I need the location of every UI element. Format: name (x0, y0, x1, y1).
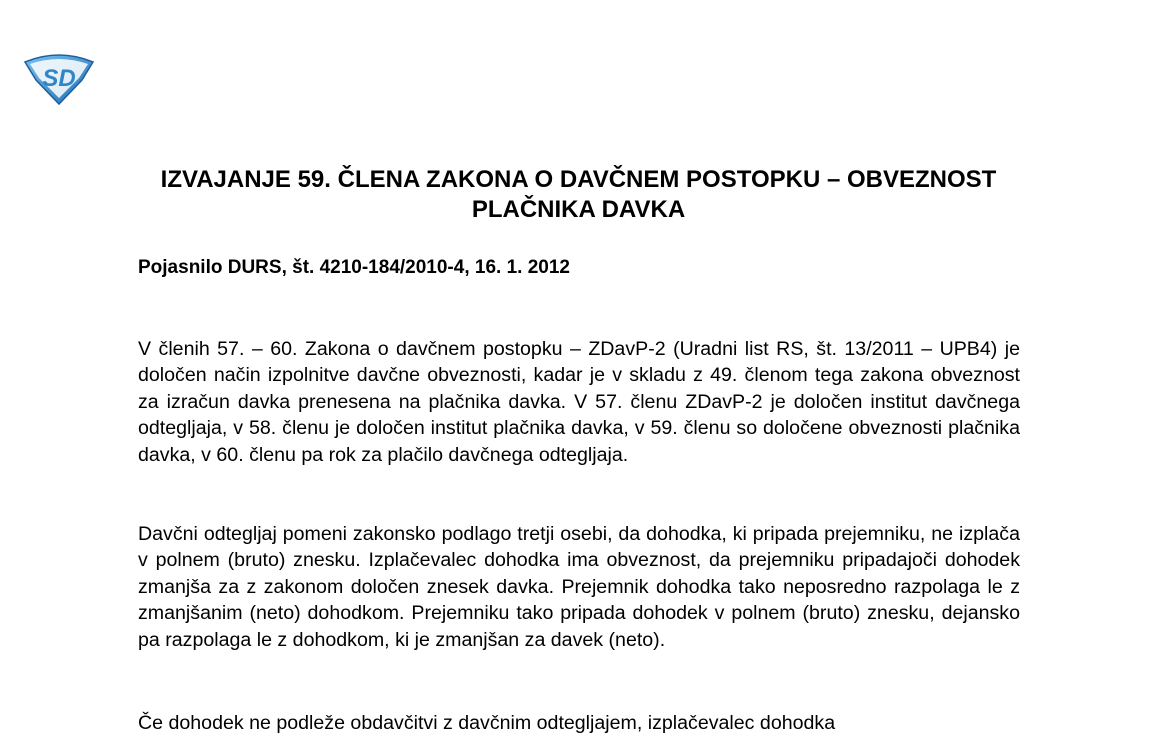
sd-shield-logo-icon (22, 50, 96, 106)
body-paragraph: Če dohodek ne podleže obdavčitvi z davčnim odtegljajem, izplačevalec dohodka (138, 712, 836, 734)
body-paragraph: V členih 57. – 60. Zakona o davčnem postopku – ZDavP-2 (Uradni list RS, št. 13/2011 – UPB4) je določen način izpolnitve davčne obveznosti, kadar je v skladu z 49. členom tega zakona obveznost za izračun davka prenesena na plačnika davka. V 57. členu ZDavP-2 je določen institut davčnega odtegljaja, v 58. členu je določen institut plačnika davka, v 59. členu so določene obveznosti plačnika davka, v 60. členu pa rok za plačilo davčnega odtegljaja. (138, 338, 1020, 466)
document-subtitle: Pojasnilo DURS, št. 4210-184/2010-4, 16. 1. 2012 (138, 257, 570, 278)
svg-text:SD: SD (42, 65, 76, 92)
logo (22, 50, 96, 106)
body-paragraph: Davčni odtegljaj pomeni zakonsko podlago tretji osebi, da dohodka, ki pripada prejemniku, ne izplača v polnem (bruto) znesku. Izplačevalec dohodka ima obveznost, da prejemniku pripadajoči dohodek zmanjša za z zakonom določen znesek davka. Prejemnik dohodka tako neposredno razpolaga le z zmanjšanim (neto) dohodkom. Prejemniku tako pripada dohodek v polnem (bruto) znesku, dejansko pa razpolaga le z dohodkom, ki je zmanjšan za davek (neto). (138, 523, 1020, 651)
page-title: IZVAJANJE 59. ČLENA ZAKONA O DAVČNEM POSTOPKU – OBVEZNOST PLAČNIKA DAVKA (160, 166, 997, 223)
